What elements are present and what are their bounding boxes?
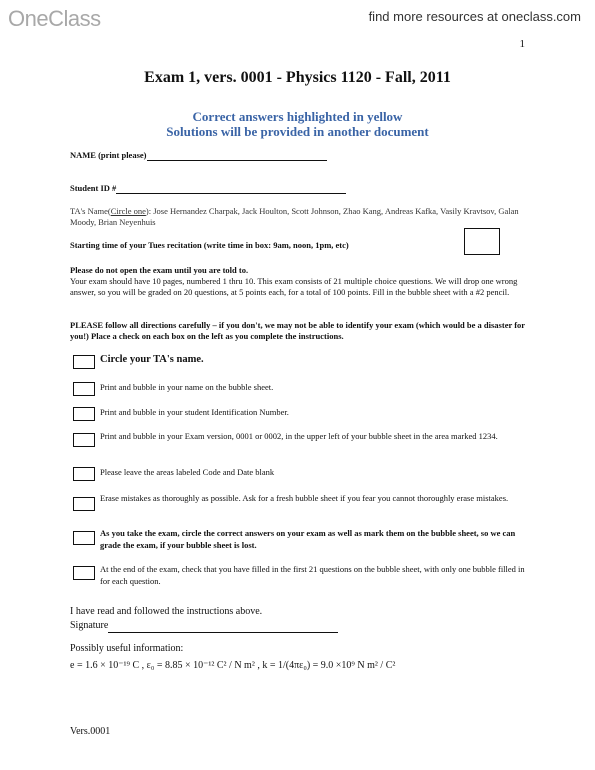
checklist-item-3: Print and bubble in your student Identification Number. — [100, 407, 289, 417]
student-id-label: Student ID # — [70, 183, 117, 193]
checkbox-1 — [73, 355, 95, 369]
checklist-item-6: Erase mistakes as thoroughly as possible. Ask for a fresh bubble sheet if you fear you cannot thoroughly erase mistakes. — [100, 493, 509, 503]
exam-title: Exam 1, vers. 0001 - Physics 1120 - Fall, 2011 — [144, 69, 451, 86]
acknowledgement — [70, 605, 338, 633]
name-field — [70, 150, 327, 161]
exam-info: Your exam should have 10 pages, numbered 1 thru 10. This exam consists of 21 multiple choice questions. We will drop one wrong answer, so you will be graded on 20 questions, at 5 points each, for a total of 100 points. Fill in the bubble sheet with a #2 pencil. — [70, 276, 518, 297]
checklist-item-5: Please leave the areas labeled Code and Date blank — [100, 467, 275, 477]
do-not-open: Please do not open the exam until you are told to. — [70, 265, 249, 275]
checkbox-6 — [73, 497, 95, 511]
signature-underline — [108, 624, 338, 633]
ta-list: ): Jose Hernandez Charpak, Jack Houlton, Scott Johnson, Zhao Kang, Andreas Kafka, Vasily Kravtsov, Galan Moody, Brian Neyenhuis — [70, 206, 519, 227]
start-time-box — [464, 228, 500, 255]
instructions-block — [70, 265, 520, 298]
signature-label: Signature — [70, 620, 109, 631]
checkbox-7 — [73, 531, 95, 545]
ta-circle-one: Circle one — [110, 206, 146, 216]
student-id-line — [116, 185, 346, 194]
please-follow: PLEASE follow all directions carefully – if you don't, we may not be able to identify your exam (which would be a disaster for you!) Place a check on each box on the left as you complete the instructions. — [70, 320, 525, 341]
signature-line — [70, 619, 338, 633]
checklist-item-7: As you take the exam, circle the correct answers on your exam as well as mark them on the bubble sheet, so we can grade the exam, if your bubble sheet is lost. — [100, 528, 516, 550]
checklist-item-8: At the end of the exam, check that you have filled in the first 21 questions on the bubble sheet, with only one bubble filled in for each question. — [100, 564, 525, 586]
answers-note: Correct answers highlighted in yellow — [192, 109, 403, 124]
resources-tagline[interactable]: find more resources at oneclass.com — [368, 9, 581, 24]
name-label: NAME (print please) — [70, 150, 147, 160]
checkbox-8 — [73, 566, 95, 580]
version-footer: Vers.0001 — [70, 726, 111, 737]
student-id-field — [70, 183, 346, 194]
checkbox-3 — [73, 407, 95, 421]
start-time-label: Starting time of your Tues recitation (write time in box: 9am, noon, 1pm, etc) — [70, 240, 349, 250]
oneclass-logo: OneClass — [8, 6, 101, 31]
checklist-item-2: Print and bubble in your name on the bubble sheet. — [100, 382, 274, 392]
checkbox-5 — [73, 467, 95, 481]
useful-info: Possibly useful information: — [70, 643, 184, 654]
name-line — [147, 152, 327, 161]
read-followed: I have read and followed the instructions above. — [70, 606, 263, 617]
ta-label: TA's Name( — [70, 206, 111, 216]
checklist-item-4: Print and bubble in your Exam version, 0001 or 0002, in the upper left of your bubble sheet in the area marked 1234. — [100, 431, 498, 441]
constants-formula: e = 1.6 × 10⁻¹⁹ C , ε₀ = 8.85 × 10⁻¹² C² / N m² , k = 1/(4πε₀) = 9.0 ×10⁹ N m² / C² — [70, 660, 396, 671]
checkbox-4 — [73, 433, 95, 447]
ta-names — [70, 206, 520, 228]
page-number: 1 — [519, 38, 525, 50]
checkbox-2 — [73, 382, 95, 396]
solutions-note: Solutions will be provided in another document — [166, 124, 429, 139]
checklist-item-1: Circle your TA's name. — [100, 354, 204, 365]
